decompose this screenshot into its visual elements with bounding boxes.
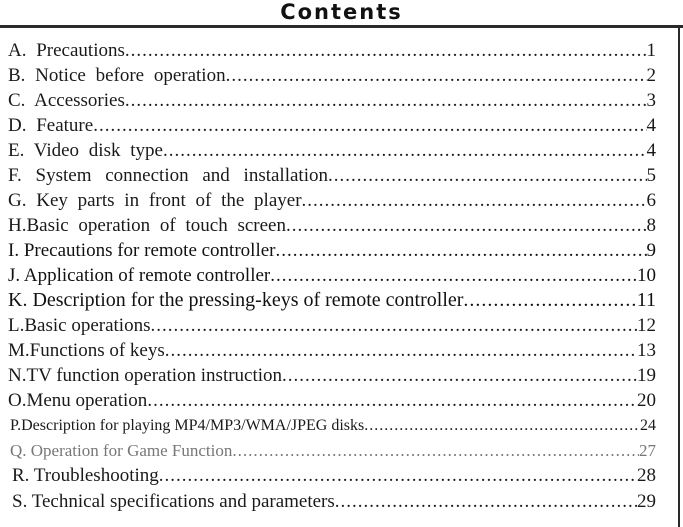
toc-entry-a[interactable] bbox=[8, 38, 656, 63]
toc-entry-label: F. System connection and installation bbox=[8, 165, 328, 186]
leader-dots bbox=[165, 338, 637, 363]
toc-entry-c[interactable] bbox=[8, 88, 656, 113]
toc-entry-page: 8 bbox=[646, 215, 656, 236]
toc-entry-r[interactable] bbox=[12, 463, 656, 488]
toc-entry-page: 5 bbox=[646, 165, 656, 186]
toc-entry-label: D. Feature bbox=[8, 115, 94, 136]
toc-entry-f[interactable] bbox=[8, 163, 656, 188]
toc-entry-q[interactable] bbox=[10, 438, 656, 463]
toc-entry-label: G. Key parts in front of the player bbox=[8, 190, 302, 211]
leader-dots bbox=[125, 38, 647, 63]
toc-entry-k[interactable] bbox=[8, 288, 656, 313]
toc-entry-page: 13 bbox=[637, 340, 656, 361]
toc-entry-label: R. Troubleshooting bbox=[12, 465, 159, 486]
toc-entry-page: 1 bbox=[646, 40, 656, 61]
toc-entry-label: A. Precautions bbox=[8, 40, 125, 61]
toc-entry-g[interactable] bbox=[8, 188, 656, 213]
leader-dots bbox=[147, 388, 637, 413]
leader-dots bbox=[163, 138, 647, 163]
toc-entry-label: P.Description for playing MP4/MP3/WMA/JPEG disks bbox=[10, 417, 365, 434]
leader-dots bbox=[270, 263, 637, 288]
top-rule bbox=[0, 25, 683, 28]
toc-entry-page: 6 bbox=[646, 190, 656, 211]
toc-entry-page: 10 bbox=[637, 265, 656, 286]
toc-entry-page: 19 bbox=[637, 365, 656, 386]
leader-dots bbox=[93, 113, 646, 138]
toc-entry-label: I. Precautions for remote controller bbox=[8, 240, 276, 261]
leader-dots bbox=[286, 213, 647, 238]
leader-dots bbox=[328, 163, 647, 188]
toc-entry-p[interactable] bbox=[10, 413, 656, 438]
toc-entry-h[interactable] bbox=[8, 213, 656, 238]
toc-entry-page: 29 bbox=[637, 491, 656, 512]
toc-entry-page: 11 bbox=[636, 289, 656, 311]
toc-entry-m[interactable] bbox=[8, 338, 656, 363]
toc-entry-page: 20 bbox=[637, 390, 656, 411]
leader-dots bbox=[150, 313, 637, 338]
leader-dots bbox=[463, 288, 636, 313]
toc-entry-label: N.TV function operation instruction bbox=[8, 365, 283, 386]
toc-entry-label: S. Technical specifications and parameters bbox=[12, 491, 335, 512]
leader-dots bbox=[226, 63, 647, 88]
toc-entry-label: K. Description for the pressing-keys of remote controller bbox=[8, 289, 464, 311]
toc-entry-j[interactable] bbox=[8, 263, 656, 288]
toc-entry-o[interactable] bbox=[8, 388, 656, 413]
toc-entry-page: 4 bbox=[646, 140, 656, 161]
leader-dots bbox=[275, 238, 646, 263]
toc-entry-page: 9 bbox=[646, 240, 656, 261]
toc-entry-label: C. Accessories bbox=[8, 90, 125, 111]
toc-entry-page: 2 bbox=[646, 65, 656, 86]
toc-entry-label: O.Menu operation bbox=[8, 390, 148, 411]
leader-dots bbox=[125, 88, 647, 113]
toc-entry-label: E. Video disk type bbox=[8, 140, 163, 161]
toc-entry-page: 27 bbox=[639, 441, 656, 460]
toc-entry-page: 4 bbox=[646, 115, 656, 136]
right-border bbox=[678, 25, 680, 527]
toc-entry-label: M.Functions of keys bbox=[8, 340, 165, 361]
leader-dots bbox=[302, 188, 647, 213]
toc-entry-l[interactable] bbox=[8, 313, 656, 338]
page-title: Contents bbox=[280, 0, 403, 24]
toc-entry-label: L.Basic operations bbox=[8, 315, 151, 336]
toc-entry-n[interactable] bbox=[8, 363, 656, 388]
leader-dots bbox=[159, 463, 637, 488]
toc-entry-s[interactable] bbox=[12, 489, 656, 514]
toc-entry-page: 28 bbox=[637, 465, 656, 486]
toc-entry-d[interactable] bbox=[8, 113, 656, 138]
toc-entry-i[interactable] bbox=[8, 238, 656, 263]
toc-entry-page: 12 bbox=[637, 315, 656, 336]
leader-dots bbox=[282, 363, 637, 388]
leader-dots bbox=[335, 489, 637, 514]
toc-entry-b[interactable] bbox=[8, 63, 656, 88]
toc-entry-label: Q. Operation for Game Function bbox=[10, 441, 233, 460]
toc-entry-label: H.Basic operation of touch screen bbox=[8, 215, 286, 236]
toc-entry-page: 24 bbox=[640, 417, 656, 434]
leader-dots bbox=[232, 438, 639, 463]
toc-entry-label: J. Application of remote controller bbox=[8, 265, 271, 286]
toc-entry-e[interactable] bbox=[8, 138, 656, 163]
leader-dots bbox=[364, 413, 640, 438]
toc-entry-label: B. Notice before operation bbox=[8, 65, 226, 86]
toc-entry-page: 3 bbox=[646, 90, 656, 111]
